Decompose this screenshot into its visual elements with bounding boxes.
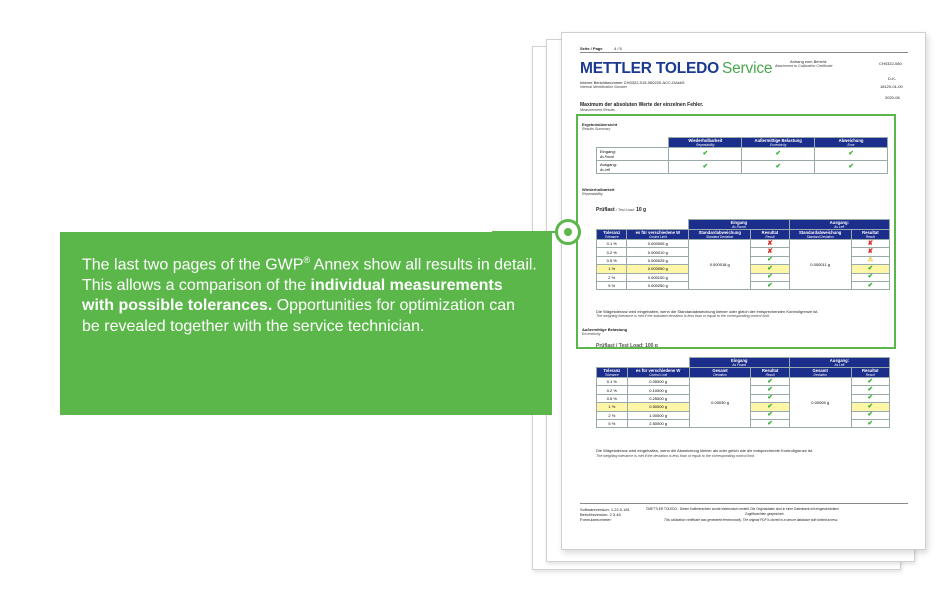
check-icon: ✔ — [867, 402, 873, 410]
check-icon: ✔ — [867, 411, 873, 419]
table-row: 1 % 0.50000 g ✔ ✔ — [597, 403, 890, 411]
cross-icon: ✘ — [867, 239, 874, 247]
table-row: 5 % 0.000250 g ✔ ✔ — [597, 281, 890, 289]
footer-copyright-2: Zugriffsrechten gespeichert. — [745, 512, 785, 516]
warning-icon: ⚠ — [867, 257, 874, 264]
eccentricity-title: Außermittige Belastung — [582, 327, 628, 332]
check-icon: ✔ — [767, 386, 773, 394]
eccentricity-note: Die Wägetoleranz wird eingehalten, wenn die Abweichung kleiner als oder gleich wie die entsprechende Kontrollgrenze ist. — [596, 448, 814, 453]
check-icon: ✔ — [702, 163, 709, 170]
test-load-label: Prüflast / Test Load: 10 g — [596, 207, 647, 213]
check-icon: ✔ — [848, 163, 854, 170]
check-icon: ✔ — [867, 386, 873, 394]
check-icon: ✔ — [867, 419, 873, 427]
eccentricity-note-en: The weighing tolerance is met if the deviation is less than or equal to the corresponding control limit. — [596, 454, 755, 458]
cross-icon: ✘ — [867, 248, 874, 256]
page-number: 4 / 5 — [614, 46, 622, 51]
table-row: 0.1 % 0.05000 g 0.00030 g ✔ 0.00005 g ✔ — [597, 378, 890, 386]
table-row: Ausgang: As Left ✔ ✔ ✔ — [597, 161, 888, 174]
annex-label-en: Attachment to Calibration Certificate — [775, 64, 833, 68]
deviation-as-found: 0.00030 g — [689, 378, 751, 428]
check-icon: ✔ — [775, 150, 781, 157]
repeatability-note: Die Wägetoleranz wird eingehalten, wenn die Standardabweichung kleiner oder gleich der entsprechenden Kontrollgrenze ist. — [596, 309, 819, 314]
test-load-label-2: Prüflast / Test Load: 100 g — [596, 343, 658, 349]
footer-report-version: Berichtsversion: 2.3.46 — [580, 512, 621, 517]
check-icon: ✔ — [767, 377, 773, 385]
summary-col-header: Abweichung Error — [815, 138, 888, 148]
repeatability-title: Wiederholbarkeit — [582, 187, 615, 192]
highlight-frame — [576, 114, 896, 349]
check-icon: ✔ — [848, 150, 854, 157]
check-icon: ✔ — [867, 281, 874, 289]
check-icon: ✔ — [867, 377, 873, 385]
check-icon: ✔ — [702, 150, 709, 157]
page-label: Seite / Page — [580, 46, 603, 51]
repeatability-note-en: The weighing tolerance is met if the standard deviation is less than or equal to the corresponding control limit. — [596, 314, 770, 318]
connector-dot-icon — [555, 219, 581, 245]
std-dev-as-left: 0.000011 g — [789, 240, 851, 290]
check-icon: ✔ — [867, 394, 873, 402]
table-row: Eingang: As Found ✔ ✔ ✔ — [597, 148, 888, 161]
check-icon: ✔ — [767, 281, 773, 289]
table-row: 0.2 % 0.10000 g ✔ ✔ — [597, 386, 890, 394]
check-icon: ✔ — [767, 264, 773, 272]
check-icon: ✔ — [767, 256, 773, 264]
std-dev-as-found: 0.000018 g — [689, 240, 751, 290]
table-row: 5 % 2.50000 g ✔ ✔ — [597, 419, 890, 427]
table-row: 0.2 % 0.000010 g ✘ ✘ — [597, 248, 890, 256]
summary-title: Ergebnisübersicht — [582, 122, 618, 127]
annex-label: Anhang zum Bericht: — [790, 59, 828, 64]
mettler-toledo-logo: METTLER TOLEDO Service — [580, 60, 773, 77]
report-id-2: D-K- — [888, 76, 897, 81]
eccentricity-title-en: Eccentricity — [582, 332, 601, 336]
table-row: 0.5 % 0.000025 g ✔ ⚠ — [597, 256, 890, 264]
check-icon: ✔ — [867, 273, 874, 281]
summary-title-en: Results Summary — [582, 127, 611, 131]
cross-icon: ✘ — [767, 239, 773, 247]
table-row: 0.1 % 0.000005 g 0.000018 g ✘ 0.000011 g ✘ — [597, 240, 890, 248]
max-error-heading: Maximum der absoluten Werte der einzelnen Fehler. — [580, 102, 704, 108]
as-found-header: Eingang As Found — [689, 220, 789, 230]
table-row: 2 % 0.000100 g ✔ ✔ — [597, 273, 890, 281]
internal-number: Interne Berichtsnummer CH0322-015-060220-ACC-DAkkS — [580, 80, 685, 85]
check-icon: ✔ — [767, 419, 773, 427]
check-icon: ✔ — [767, 402, 773, 410]
max-error-heading-en: Measurement Results — [580, 108, 615, 112]
check-icon: ✔ — [867, 264, 874, 272]
repeatability-table: Eingang As Found Ausgang: As Left Toleranz Tolerance es für verschiedene W Control Limit Standardabweichung Standard Deviation Resultat Result Standardabweichung Standard Deviation Resultat Result 0.1 % 0.000005 g 0.000018 g ✘ 0.000011 g ✘ 0.2 % 0.000010 g ✘ ✘ 0.5 % 0.000025 g ✔ ⚠ 1 % 0.000050 g ✔ ✔ 2 % 0.000100 g ✔ ✔ 5 % 0.000250 g ✔ ✔ — [596, 219, 890, 290]
summary-col-header: Außermittige Belastung Eccentricity — [742, 138, 815, 148]
footer-copyright-en: This calibration certificate was generated electronically. The original PDF is stored in a secure database with limited access. — [664, 518, 839, 522]
report-id: CH0322-080 — [879, 61, 902, 66]
report-date-1: 18120-01-00 — [880, 84, 903, 89]
check-icon: ✔ — [767, 411, 773, 419]
table-row: 0.5 % 0.25000 g ✔ ✔ — [597, 394, 890, 402]
footer-copyright: ©METTLER TOLEDO - Dieser Kalibrierschein wurde elektronisch erstellt. Die Originaldaten sind in einer Datenbank mit eingeschränkten — [646, 507, 839, 511]
table-row: 2 % 1.00000 g ✔ ✔ — [597, 411, 890, 419]
summary-col-header: Wiederholbarkeit Repeatability — [669, 138, 742, 148]
callout-text: The last two pages of the GWP® Annex show all results in detail. This allows a comparison of the individual measurements with possible tolerances. Opportunities for optimization can be revealed together with the service technician. — [82, 255, 537, 335]
repeatability-title-en: Repeatability — [582, 192, 603, 196]
check-icon: ✔ — [767, 394, 773, 402]
footer-form-number: Formularnummer: — [580, 517, 612, 522]
footer-software-version: Softwareversion: 1.22.0.181 — [580, 507, 630, 512]
check-icon: ✔ — [767, 273, 773, 281]
deviation-as-left: 0.00005 g — [789, 378, 851, 428]
table-row: 1 % 0.000050 g ✔ ✔ — [597, 265, 890, 273]
cross-icon: ✘ — [767, 248, 773, 256]
eccentricity-table: Eingang As Found Ausgang: As Left Toleranz Tolerance es für verschiedene W Control Limit Gesamt Deviation Resultat Result Gesamt Deviation Resultat Result 0.1 % 0.05000 g 0.00030 g ✔ 0.00005 g ✔ 0.2 % 0.10000 g ✔ ✔ 0.5 % 0.25000 g ✔ ✔ 1 % 0.50000 g ✔ ✔ 2 % 1.00000 g ✔ ✔ 5 % 2.50000 g ✔ ✔ — [596, 357, 890, 428]
report-date-2: 2020-06 — [885, 95, 900, 100]
internal-number-en: Internal Identification Number — [580, 85, 627, 89]
callout-box — [60, 232, 552, 415]
check-icon: ✔ — [775, 163, 781, 170]
as-left-header: Ausgang: As Left — [789, 220, 889, 230]
